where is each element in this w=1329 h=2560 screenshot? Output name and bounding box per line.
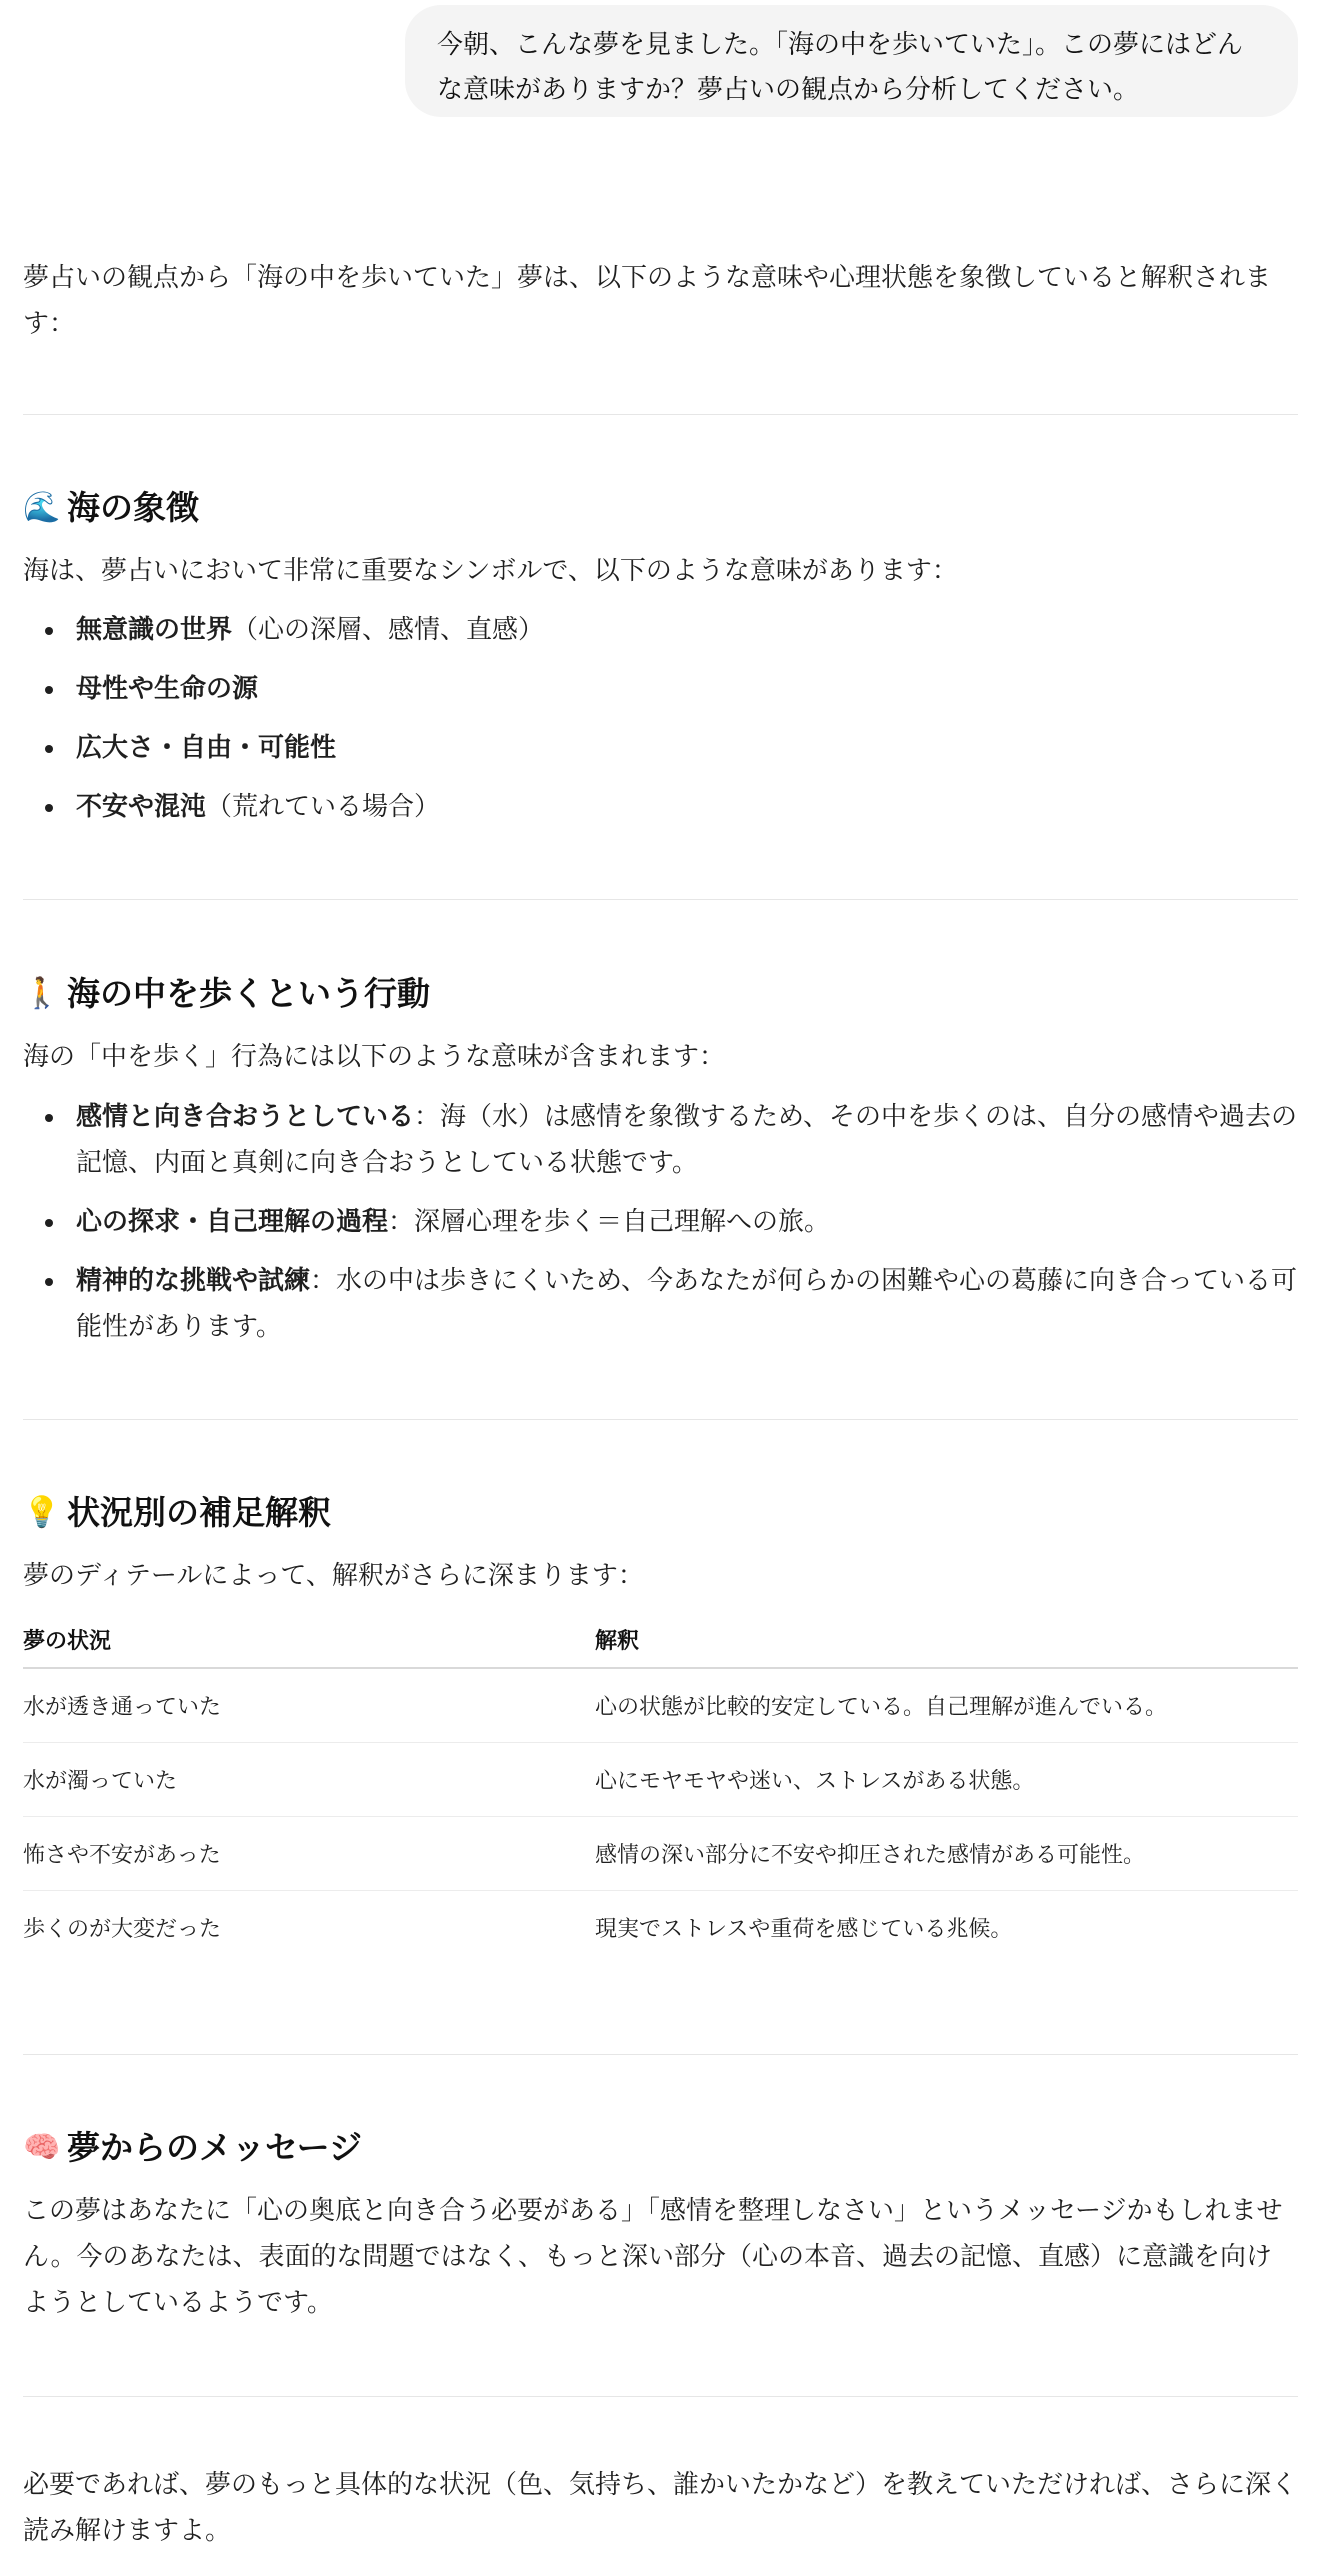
section-title: 海の中を歩くという行動 bbox=[67, 974, 430, 1013]
user-message-text: 今朝、こんな夢を見ました。「海の中を歩いていた」。この夢にはどんな意味がありますか？夢占いの観点から分析してください。 bbox=[437, 30, 1244, 105]
list-item: 広大さ・自由・可能性 bbox=[23, 725, 1298, 771]
section-title: 状況別の補足解釈 bbox=[67, 1493, 331, 1532]
list-item: 母性や生命の源 bbox=[23, 666, 1298, 712]
assistant-intro: 夢占いの観点から「海の中を歩いていた」夢は、以下のような意味や心理状態を象徴していると解釈されます： bbox=[23, 263, 1272, 339]
section-heading-walking bbox=[23, 972, 430, 1016]
divider bbox=[23, 2396, 1298, 2397]
user-message-bubble bbox=[405, 5, 1298, 117]
table-cell: 歩くのが大変だった bbox=[23, 1917, 222, 1942]
table-row bbox=[23, 1668, 1298, 1743]
light-bulb-icon: 💡 bbox=[23, 1495, 61, 1530]
column-header: 夢の状況 bbox=[23, 1612, 595, 1668]
person-walking-icon: 🚶 bbox=[23, 976, 61, 1011]
section-lead: 海の「中を歩く」行為には以下のような意味が含まれます： bbox=[23, 1042, 726, 1072]
list-item: 無意識の世界（心の深層、感情、直感） bbox=[23, 607, 1298, 653]
table-cell: 怖さや不安があった bbox=[23, 1817, 595, 1891]
section-body: この夢はあなたに「心の奥底と向き合う必要がある」「感情を整理しなさい」というメッセージかもしれません。今のあなたは、表面的な問題ではなく、もっと深い部分（心の本音、過去の記憶、直感）に意識を向けようとしているようです。 bbox=[23, 2196, 1283, 2318]
wave-icon: 🌊 bbox=[23, 490, 61, 525]
table-cell: 感情の深い部分に不安や抑圧された感情がある可能性。 bbox=[595, 1817, 1298, 1891]
list-item: 感情と向き合おうとしている：海（水）は感情を象徴するため、その中を歩くのは、自分の感情や過去の記憶、内面と真剣に向き合おうとしている状態です。 bbox=[23, 1094, 1298, 1186]
bullet-list bbox=[23, 1094, 1298, 1363]
table-header-row bbox=[23, 1612, 1298, 1668]
section-title: 夢からのメッセージ bbox=[67, 2128, 363, 2167]
bullet-list bbox=[23, 607, 1298, 843]
divider bbox=[23, 899, 1298, 900]
table-cell: 水が濁っていた bbox=[23, 1743, 595, 1817]
divider bbox=[23, 414, 1298, 415]
divider bbox=[23, 1419, 1298, 1420]
list-item: 心の探求・自己理解の過程：深層心理を歩く＝自己理解への旅。 bbox=[23, 1199, 1298, 1245]
section-title: 海の象徴 bbox=[67, 488, 199, 527]
table-row bbox=[23, 1743, 1298, 1817]
column-header: 解釈 bbox=[595, 1612, 1298, 1668]
table-row bbox=[23, 1817, 1298, 1891]
section-lead: 海は、夢占いにおいて非常に重要なシンボルで、以下のような意味があります： bbox=[23, 556, 958, 586]
interpretation-table bbox=[23, 1612, 1298, 1964]
list-item: 不安や混沌（荒れている場合） bbox=[23, 784, 1298, 830]
section-lead: 夢のディテールによって、解釈がさらに深まります： bbox=[23, 1561, 644, 1591]
table-row bbox=[23, 1891, 1298, 1965]
table-cell: 水が透き通っていた bbox=[23, 1668, 595, 1743]
brain-icon: 🧠 bbox=[23, 2130, 61, 2165]
section-heading-sea-symbol bbox=[23, 486, 199, 530]
table-cell: 心にモヤモヤや迷い、ストレスがある状態。 bbox=[595, 1743, 1298, 1817]
table-cell: 現実でストレスや重荷を感じている兆候。 bbox=[595, 1917, 1013, 1942]
list-item: 精神的な挑戦や試練：水の中は歩きにくいため、今あなたが何らかの困難や心の葛藤に向き合っている可能性があります。 bbox=[23, 1258, 1298, 1350]
section-heading-message bbox=[23, 2126, 362, 2170]
divider bbox=[23, 2054, 1298, 2055]
closing-paragraph: 必要であれば、夢のもっと具体的な状況（色、気持ち、誰かいたかなど）を教えていただければ、さらに深く読み解けますよ。 bbox=[23, 2470, 1298, 2546]
table-cell: 心の状態が比較的安定している。自己理解が進んでいる。 bbox=[595, 1668, 1298, 1743]
section-heading-situations bbox=[23, 1491, 331, 1535]
